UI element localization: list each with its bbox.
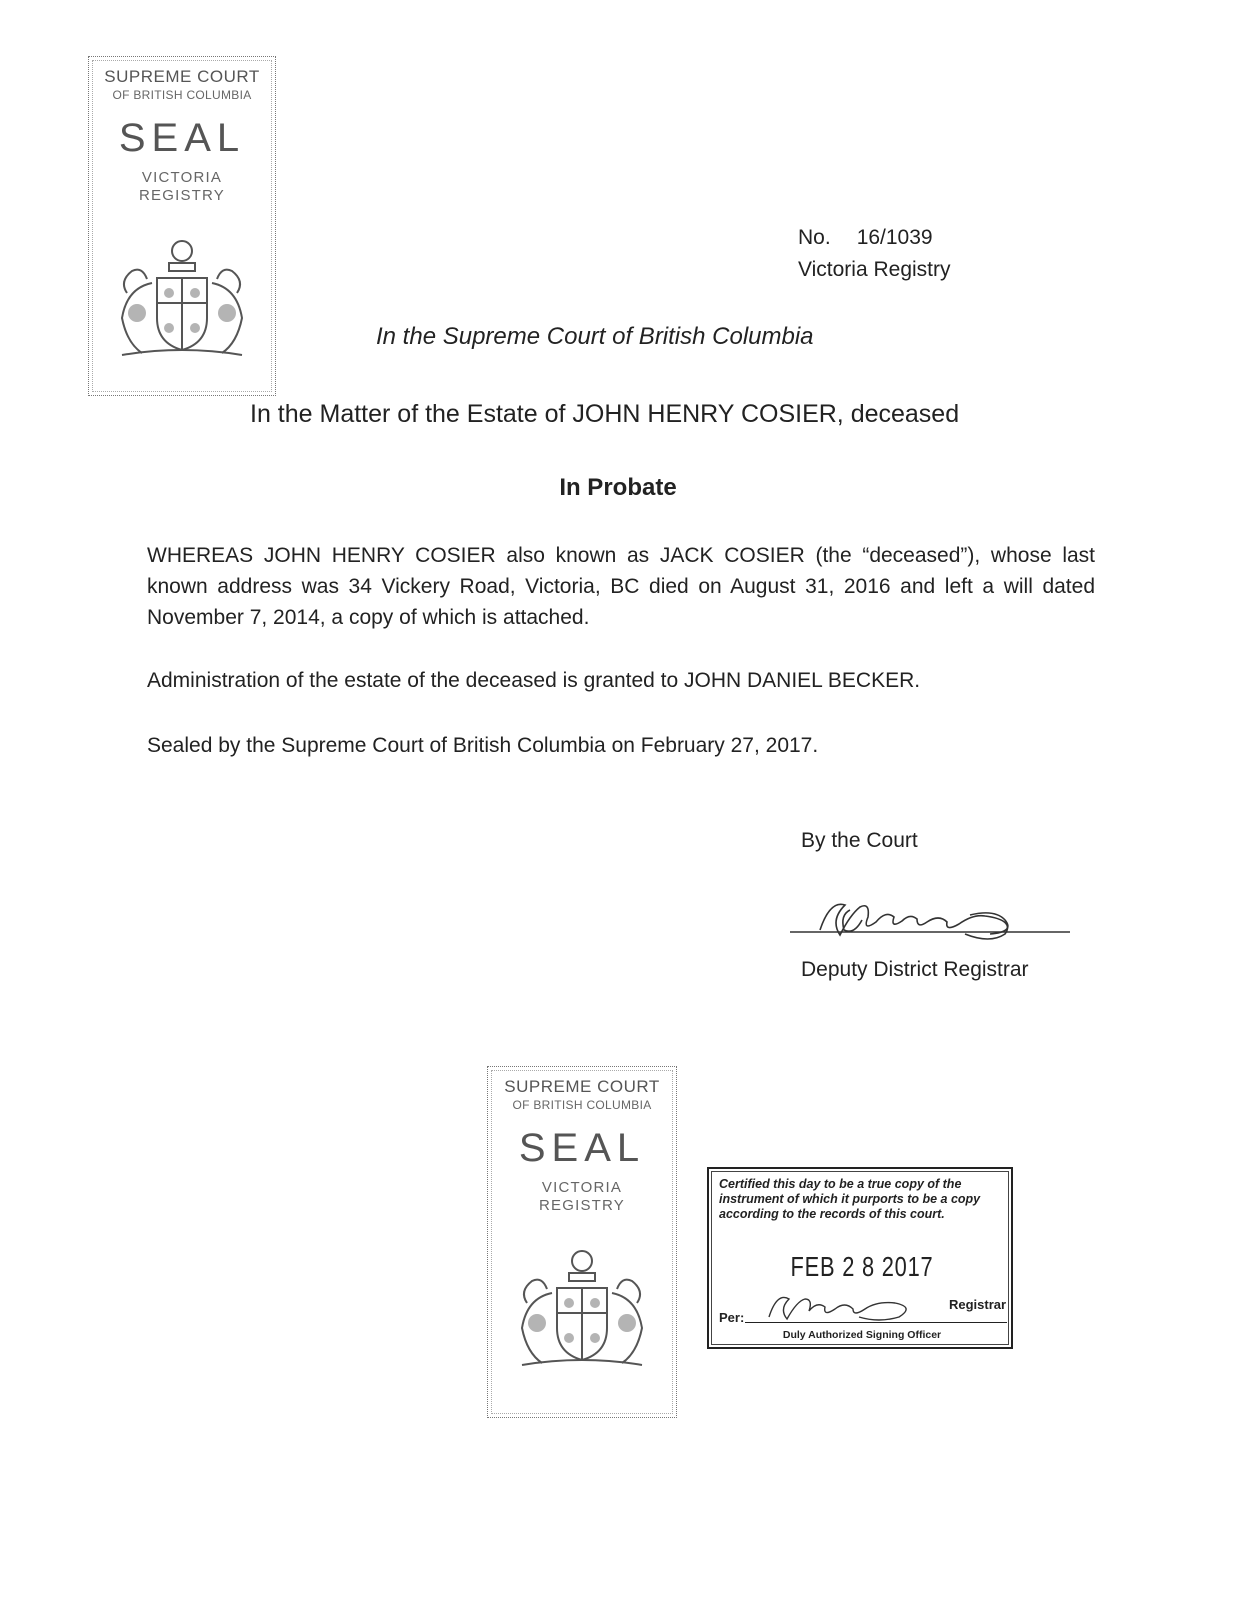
paragraph-administration: Administration of the estate of the deceased is granted to JOHN DANIEL BECKER. — [147, 669, 921, 692]
seal-word: SEAL — [118, 116, 246, 160]
seal-line-court: SUPREME COURT — [504, 1077, 660, 1096]
certification-per-label: Per: — [719, 1310, 745, 1325]
certifying-officer-signature-icon — [759, 1287, 949, 1327]
case-number — [798, 226, 933, 250]
certification-text: Certified this day to be a true copy of the instrument of which it purports to be a copy according to the records of this court. — [719, 1177, 981, 1221]
court-title: In the Supreme Court of British Columbia — [376, 323, 814, 350]
matter-title: In the Matter of the Estate of JOHN HENRY COSIER, deceased — [250, 400, 960, 428]
coat-of-arms-icon — [107, 233, 257, 363]
certification-date: FEB 2 8 2017 — [790, 1251, 934, 1282]
paragraph-whereas: WHEREAS JOHN HENRY COSIER also known as JACK COSIER (the “deceased”), whose last known address was 34 Vickery Road, Victoria, BC died on August 31, 2016 and left a will dated November 7, 2014, a copy of which is attached. — [147, 544, 1095, 629]
seal-word: SEAL — [518, 1126, 646, 1170]
certification-officer-label: Duly Authorized Signing Officer — [782, 1329, 942, 1341]
registry-name: Victoria Registry — [798, 258, 951, 281]
seal-line-city: VICTORIA — [541, 1179, 623, 1196]
case-number-value: 16/1039 — [856, 226, 933, 249]
seal-line-court: SUPREME COURT — [104, 67, 260, 86]
section-title: In Probate — [559, 474, 677, 501]
certification-stamp — [707, 1167, 1013, 1349]
seal-line-registry: REGISTRY — [538, 1197, 625, 1214]
seal-line-province: OF BRITISH COLUMBIA — [512, 1098, 652, 1112]
court-seal-bottom — [487, 1066, 677, 1418]
seal-line-registry: REGISTRY — [138, 187, 225, 204]
seal-line-province: OF BRITISH COLUMBIA — [112, 88, 252, 102]
case-number-label: No. — [798, 226, 831, 249]
certification-signature-line — [745, 1322, 1007, 1323]
registrar-signature-icon — [790, 890, 1080, 960]
signature-title: Deputy District Registrar — [801, 958, 1029, 981]
by-the-court: By the Court — [801, 829, 918, 852]
court-seal-top — [88, 56, 276, 396]
certification-registrar-label: Registrar — [949, 1297, 1007, 1312]
seal-line-city: VICTORIA — [141, 169, 223, 186]
paragraph-sealed: Sealed by the Supreme Court of British Columbia on February 27, 2017. — [147, 734, 819, 757]
coat-of-arms-icon — [507, 1243, 657, 1373]
